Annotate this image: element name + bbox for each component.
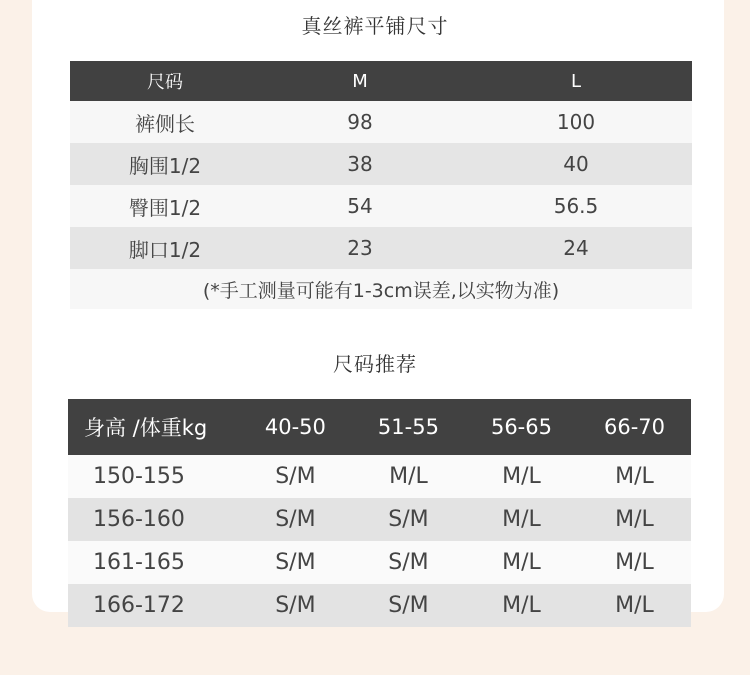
table-cell: M/L xyxy=(578,584,691,627)
table-cell: 40 xyxy=(460,143,692,185)
table-row xyxy=(68,584,691,627)
table-cell: S/M xyxy=(239,455,352,498)
header-cell: 56-65 xyxy=(465,399,578,455)
size-recommendation-table xyxy=(68,399,691,627)
table-header-row xyxy=(68,399,691,455)
table-cell: 56.5 xyxy=(460,185,692,227)
table-cell: S/M xyxy=(352,584,465,627)
table-cell: 150-155 xyxy=(68,455,239,498)
table-cell: S/M xyxy=(239,584,352,627)
table-cell: 38 xyxy=(260,143,460,185)
table-cell: 裤侧长 xyxy=(70,101,260,143)
table-cell: 54 xyxy=(260,185,460,227)
size-chart-table xyxy=(70,61,692,309)
header-cell: 尺码 xyxy=(70,61,260,101)
table-cell: S/M xyxy=(352,541,465,584)
header-cell: 身高 /体重kg xyxy=(68,399,239,455)
table-cell: M/L xyxy=(465,584,578,627)
table-cell: 98 xyxy=(260,101,460,143)
table-cell: 胸围1/2 xyxy=(70,143,260,185)
header-cell: L xyxy=(460,61,692,101)
table-cell: 24 xyxy=(460,227,692,269)
table-row xyxy=(70,185,692,227)
size-recommendation-title: 尺码推荐 xyxy=(333,352,417,376)
table-cell: 23 xyxy=(260,227,460,269)
table-cell: 臀围1/2 xyxy=(70,185,260,227)
measurement-note: (*手工测量可能有1-3cm误差,以实物为准) xyxy=(70,269,692,309)
table-row xyxy=(68,498,691,541)
table-cell: M/L xyxy=(465,498,578,541)
table-row xyxy=(70,101,692,143)
table-cell: 166-172 xyxy=(68,584,239,627)
table-cell: S/M xyxy=(239,498,352,541)
measurement-note-row xyxy=(70,269,692,309)
table-row xyxy=(70,227,692,269)
table-cell: M/L xyxy=(578,498,691,541)
table-header-row xyxy=(70,61,692,101)
table-row xyxy=(68,455,691,498)
header-cell: M xyxy=(260,61,460,101)
size-chart-title: 真丝裤平铺尺寸 xyxy=(301,14,449,38)
table-cell: S/M xyxy=(352,498,465,541)
table-row xyxy=(70,143,692,185)
header-cell: 40-50 xyxy=(239,399,352,455)
table-row xyxy=(68,541,691,584)
table-cell: 脚口1/2 xyxy=(70,227,260,269)
table-cell: 156-160 xyxy=(68,498,239,541)
table-cell: S/M xyxy=(239,541,352,584)
table-cell: M/L xyxy=(465,455,578,498)
table-cell: M/L xyxy=(578,541,691,584)
table-cell: M/L xyxy=(465,541,578,584)
table-cell: M/L xyxy=(578,455,691,498)
header-cell: 51-55 xyxy=(352,399,465,455)
table-cell: M/L xyxy=(352,455,465,498)
table-cell: 161-165 xyxy=(68,541,239,584)
table-cell: 100 xyxy=(460,101,692,143)
header-cell: 66-70 xyxy=(578,399,691,455)
